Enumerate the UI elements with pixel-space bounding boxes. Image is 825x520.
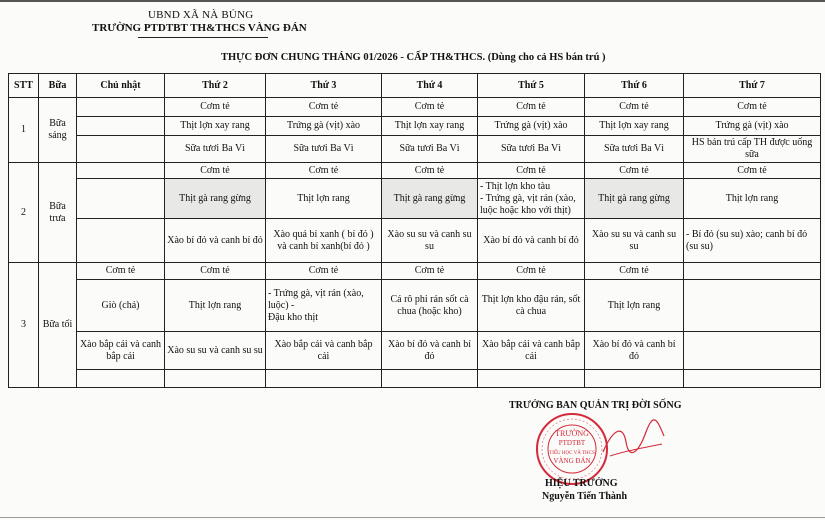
menu-cell [382, 370, 478, 388]
menu-cell: Xào su su và canh su su [382, 219, 478, 263]
menu-cell [478, 370, 585, 388]
menu-cell: Thịt lợn kho đậu rán, sốt cà chua [478, 280, 585, 332]
table-row [9, 263, 821, 280]
menu-cell: Xào su su và canh su su [165, 332, 266, 370]
menu-cell: Cơm tẻ [382, 163, 478, 179]
menu-cell: Thịt lợn rang [266, 179, 382, 219]
col-meal: Bữa [39, 74, 77, 98]
menu-table [8, 73, 821, 388]
signature-org: TRƯỞNG BAN QUẢN TRỊ ĐỜI SỐNG [509, 400, 682, 411]
menu-cell: Thịt lợn rang [585, 280, 684, 332]
menu-cell: Thịt gà rang gừng [585, 179, 684, 219]
menu-cell: Sữa tươi Ba Vì [382, 136, 478, 163]
menu-cell: Cơm tẻ [165, 263, 266, 280]
menu-cell [585, 370, 684, 388]
menu-cell [77, 98, 165, 117]
seal-line-3: TIỂU HỌC VÀ THCS [549, 451, 595, 456]
menu-cell: Cơm tẻ [478, 98, 585, 117]
menu-cell [684, 263, 821, 280]
menu-cell: Trứng gà (vịt) xào [478, 117, 585, 136]
menu-cell [77, 179, 165, 219]
menu-cell: Cơm tẻ [585, 98, 684, 117]
table-header-row [9, 74, 821, 98]
menu-cell [77, 117, 165, 136]
lunch-section [9, 163, 821, 263]
table-row [9, 136, 821, 163]
menu-cell: Cơm tẻ [478, 263, 585, 280]
signature-mark-icon [598, 414, 668, 464]
menu-cell: Xào bắp cải và canh bắp cải [478, 332, 585, 370]
menu-cell: Xào bắp cải và canh bắp cải [77, 332, 165, 370]
table-row [9, 163, 821, 179]
menu-cell: Xào bắp cải và canh bắp cải [266, 332, 382, 370]
top-border [0, 0, 825, 2]
meal-label: Bữa trưa [39, 163, 77, 263]
table-row [9, 332, 821, 370]
menu-cell: Thịt gà rang gừng [382, 179, 478, 219]
menu-cell: HS bán trú cấp TH được uống sữa [684, 136, 821, 163]
col-saturday: Thứ 7 [684, 74, 821, 98]
menu-cell: Giò (chả) [77, 280, 165, 332]
menu-cell: - Thịt lợn kho tàu - Trứng gà, vịt rán (xào, luộc hoặc kho với thịt) [478, 179, 585, 219]
menu-cell: Trứng gà (vịt) xào [266, 117, 382, 136]
signature-name: Nguyễn Tiến Thành [542, 491, 628, 502]
stt-cell: 1 [9, 98, 39, 163]
table-row [9, 219, 821, 263]
dinner-section [9, 263, 821, 388]
menu-cell [77, 219, 165, 263]
menu-cell [77, 163, 165, 179]
menu-cell: Sữa tươi Ba Vì [165, 136, 266, 163]
menu-cell: Xào bí đỏ và canh bí đỏ [165, 219, 266, 263]
authority-name: UBND XÃ NÀ BỦNG [148, 9, 254, 21]
menu-cell: Cơm tẻ [478, 163, 585, 179]
page-title: THỰC ĐƠN CHUNG THÁNG 01/2026 - CẤP TH&THCS. (Dùng cho cả HS bán trú ) [221, 52, 606, 63]
menu-cell: Cơm tẻ [684, 163, 821, 179]
menu-cell: Cơm tẻ [165, 98, 266, 117]
menu-cell: Cơm tẻ [266, 98, 382, 117]
menu-cell: Xào quả bí xanh ( bí đỏ ) và canh bí xanh(bí đỏ ) [266, 219, 382, 263]
meal-label: Bữa sáng [39, 98, 77, 163]
menu-cell: Cá rô phi rán sốt cà chua (hoặc kho) [382, 280, 478, 332]
menu-cell: Cơm tẻ [382, 263, 478, 280]
menu-cell: Thịt gà rang gừng [165, 179, 266, 219]
menu-cell: Xào bí đỏ và canh bí đỏ [382, 332, 478, 370]
signature-role: HIỆU TRƯỞNG [545, 478, 618, 489]
menu-cell: Sữa tươi Ba Vì [266, 136, 382, 163]
menu-cell: Thịt lợn xay rang [382, 117, 478, 136]
col-thursday: Thứ 5 [478, 74, 585, 98]
school-underline [138, 37, 268, 38]
menu-cell: Cơm tẻ [684, 98, 821, 117]
menu-cell [684, 280, 821, 332]
menu-cell [77, 136, 165, 163]
school-name: TRƯỜNG PTDTBT TH&THCS VÀNG ĐÁN [92, 22, 307, 34]
table-row [9, 117, 821, 136]
col-wednesday: Thứ 4 [382, 74, 478, 98]
stt-cell: 2 [9, 163, 39, 263]
menu-cell: Cơm tẻ [382, 98, 478, 117]
seal-line-4: VÀNG ĐÁN [553, 457, 591, 465]
meal-label: Bữa tối [39, 263, 77, 388]
menu-cell [684, 332, 821, 370]
col-friday: Thứ 6 [585, 74, 684, 98]
col-sunday: Chủ nhật [77, 74, 165, 98]
menu-cell: Thịt lợn rang [165, 280, 266, 332]
menu-cell [266, 370, 382, 388]
table-row [9, 98, 821, 117]
menu-cell: Cơm tẻ [266, 263, 382, 280]
menu-cell: - Trứng gà, vịt rán (xào, luộc) - Đậu kho thịt [266, 280, 382, 332]
table-row [9, 280, 821, 332]
menu-cell: - Bí đỏ (su su) xào; canh bí đỏ (su su) [684, 219, 821, 263]
breakfast-section [9, 98, 821, 163]
menu-cell: Cơm tẻ [77, 263, 165, 280]
menu-cell: Cơm tẻ [165, 163, 266, 179]
table-row [9, 370, 821, 388]
menu-cell: Thịt lợn xay rang [585, 117, 684, 136]
menu-cell: Xào su su và canh su su [585, 219, 684, 263]
menu-cell: Cơm tẻ [266, 163, 382, 179]
menu-cell: Sữa tươi Ba Vì [478, 136, 585, 163]
bottom-border [0, 517, 825, 518]
menu-cell: Thịt lợn rang [684, 179, 821, 219]
menu-cell: Cơm tẻ [585, 263, 684, 280]
menu-cell: Sữa tươi Ba Vì [585, 136, 684, 163]
menu-cell: Xào bí đỏ và canh bí đỏ [478, 219, 585, 263]
stt-cell: 3 [9, 263, 39, 388]
seal-line-1: TRƯỜNG [555, 429, 589, 438]
menu-cell: Trứng gà (vịt) xào [684, 117, 821, 136]
menu-cell [684, 370, 821, 388]
col-stt: STT [9, 74, 39, 98]
table-row [9, 179, 821, 219]
menu-cell: Thịt lợn xay rang [165, 117, 266, 136]
seal-line-2: PTDTBT [558, 439, 586, 447]
col-monday: Thứ 2 [165, 74, 266, 98]
menu-cell: Xào bí đỏ và canh bí đỏ [585, 332, 684, 370]
col-tuesday: Thứ 3 [266, 74, 382, 98]
menu-cell: Cơm tẻ [585, 163, 684, 179]
menu-cell [77, 370, 165, 388]
menu-cell [165, 370, 266, 388]
